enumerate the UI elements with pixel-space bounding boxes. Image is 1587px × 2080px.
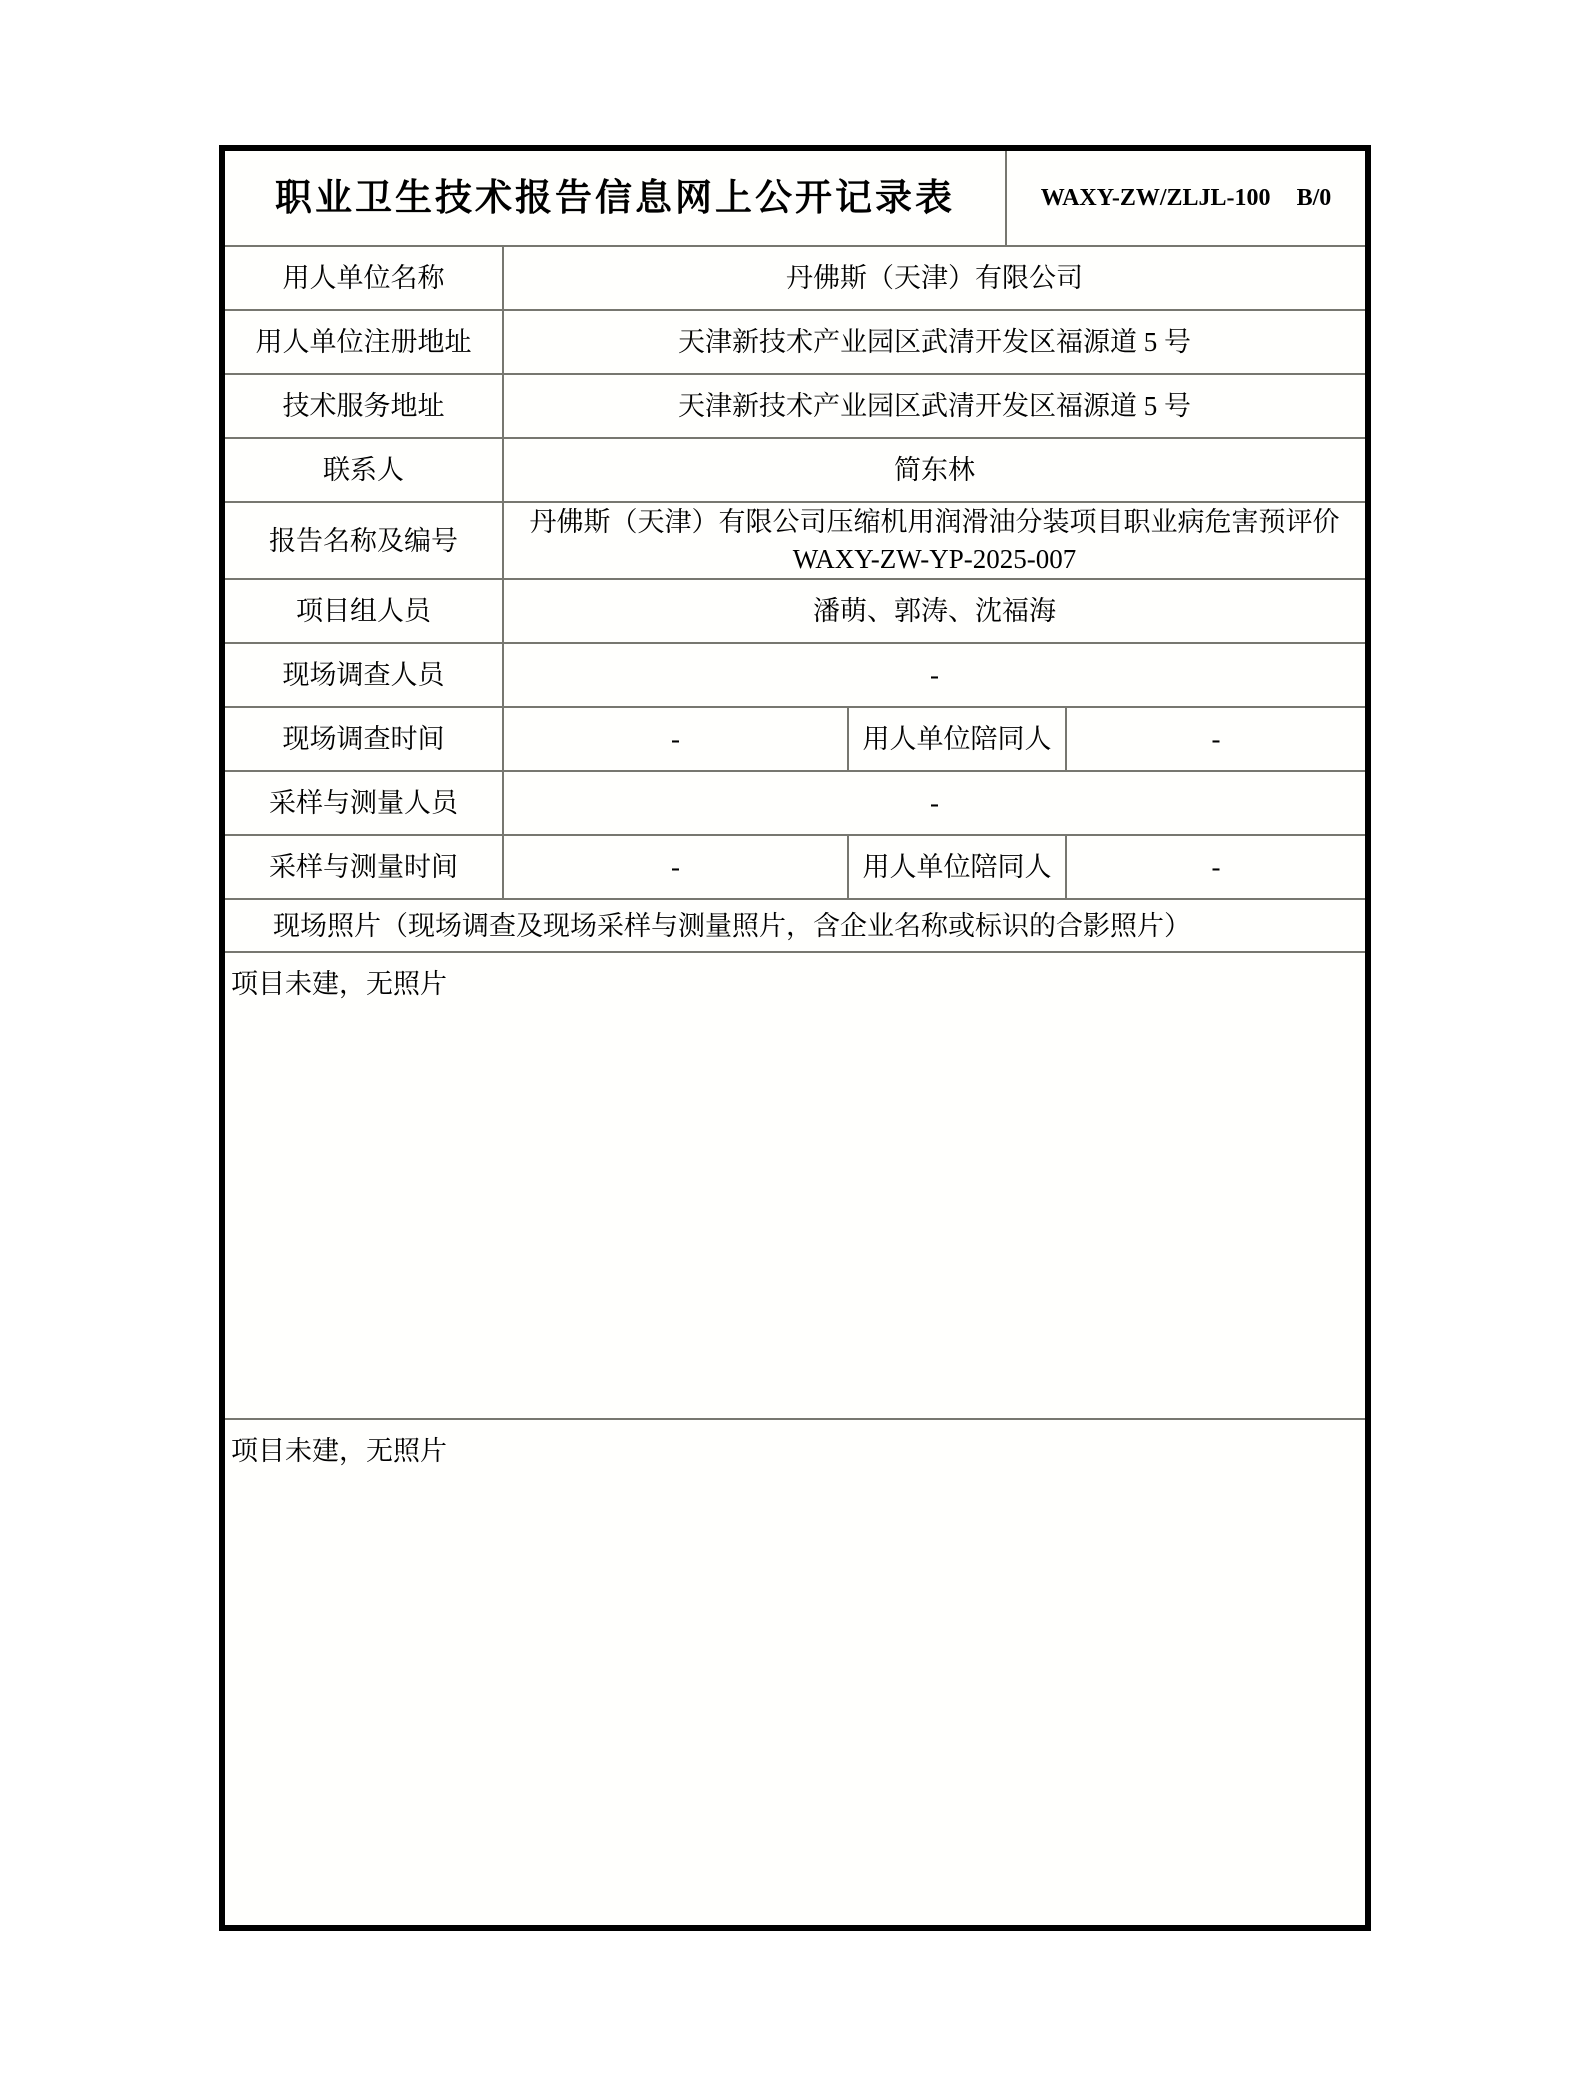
photo-note-2: 项目未建，无照片 bbox=[231, 1436, 447, 1466]
row-photo-1 bbox=[225, 951, 1365, 1418]
doc-code: WAXY-ZW/ZLJL-100 bbox=[1040, 185, 1271, 211]
site-survey-personnel-value: - bbox=[502, 644, 1365, 706]
service-address-value: 天津新技术产业园区武清开发区福源道 5 号 bbox=[502, 375, 1365, 437]
registered-address-value: 天津新技术产业园区武清开发区福源道 5 号 bbox=[502, 311, 1365, 373]
project-team-value: 潘萌、郭涛、沈福海 bbox=[502, 580, 1365, 642]
report-name: 丹佛斯（天津）有限公司压缩机用润滑油分装项目职业病危害预评价 bbox=[529, 506, 1340, 537]
row-service-address bbox=[225, 373, 1365, 437]
sampling-personnel-label: 采样与测量人员 bbox=[269, 788, 458, 818]
photo-note-1: 项目未建，无照片 bbox=[231, 969, 447, 999]
employer-name-label: 用人单位名称 bbox=[282, 263, 445, 293]
contact-person-value: 简东林 bbox=[502, 439, 1365, 501]
registered-address-label: 用人单位注册地址 bbox=[255, 327, 472, 357]
project-team-label: 项目组人员 bbox=[296, 596, 431, 626]
site-survey-time-label: 现场调查时间 bbox=[282, 724, 445, 754]
form-title: 职业卫生技术报告信息网上公开记录表 bbox=[275, 177, 955, 219]
sampling-personnel-value: - bbox=[502, 772, 1365, 834]
sampling-time-value: - bbox=[502, 836, 847, 898]
row-report-name-number bbox=[225, 501, 1365, 578]
title-row bbox=[225, 151, 1365, 245]
sampling-time-label: 采样与测量时间 bbox=[269, 852, 458, 882]
row-photo-2 bbox=[225, 1418, 1365, 1925]
row-site-survey-personnel bbox=[225, 642, 1365, 706]
row-sampling-personnel bbox=[225, 770, 1365, 834]
service-address-label: 技术服务地址 bbox=[282, 391, 445, 421]
contact-person-label: 联系人 bbox=[323, 455, 404, 485]
report-name-number-value bbox=[502, 503, 1365, 578]
doc-version: B/0 bbox=[1296, 185, 1332, 211]
record-form-table bbox=[219, 145, 1371, 1931]
row-sampling-time bbox=[225, 834, 1365, 898]
sampling-companion-label: 用人单位陪同人 bbox=[847, 836, 1065, 898]
site-survey-personnel-label: 现场调查人员 bbox=[282, 660, 445, 690]
row-site-survey-time bbox=[225, 706, 1365, 770]
site-survey-companion-label: 用人单位陪同人 bbox=[847, 708, 1065, 770]
site-survey-time-value: - bbox=[502, 708, 847, 770]
row-project-team bbox=[225, 578, 1365, 642]
doc-number-cell bbox=[1005, 151, 1365, 245]
site-survey-companion-value: - bbox=[1065, 708, 1365, 770]
row-photo-header bbox=[225, 898, 1365, 951]
photo-section-header: 现场照片（现场调查及现场采样与测量照片，含企业名称或标识的合影照片） bbox=[273, 910, 1191, 941]
sampling-companion-value: - bbox=[1065, 836, 1365, 898]
row-registered-address bbox=[225, 309, 1365, 373]
report-name-number-label: 报告名称及编号 bbox=[269, 525, 458, 556]
row-contact-person bbox=[225, 437, 1365, 501]
row-employer-name bbox=[225, 245, 1365, 309]
report-number: WAXY-ZW-YP-2025-007 bbox=[792, 543, 1077, 574]
employer-name-value: 丹佛斯（天津）有限公司 bbox=[502, 247, 1365, 309]
